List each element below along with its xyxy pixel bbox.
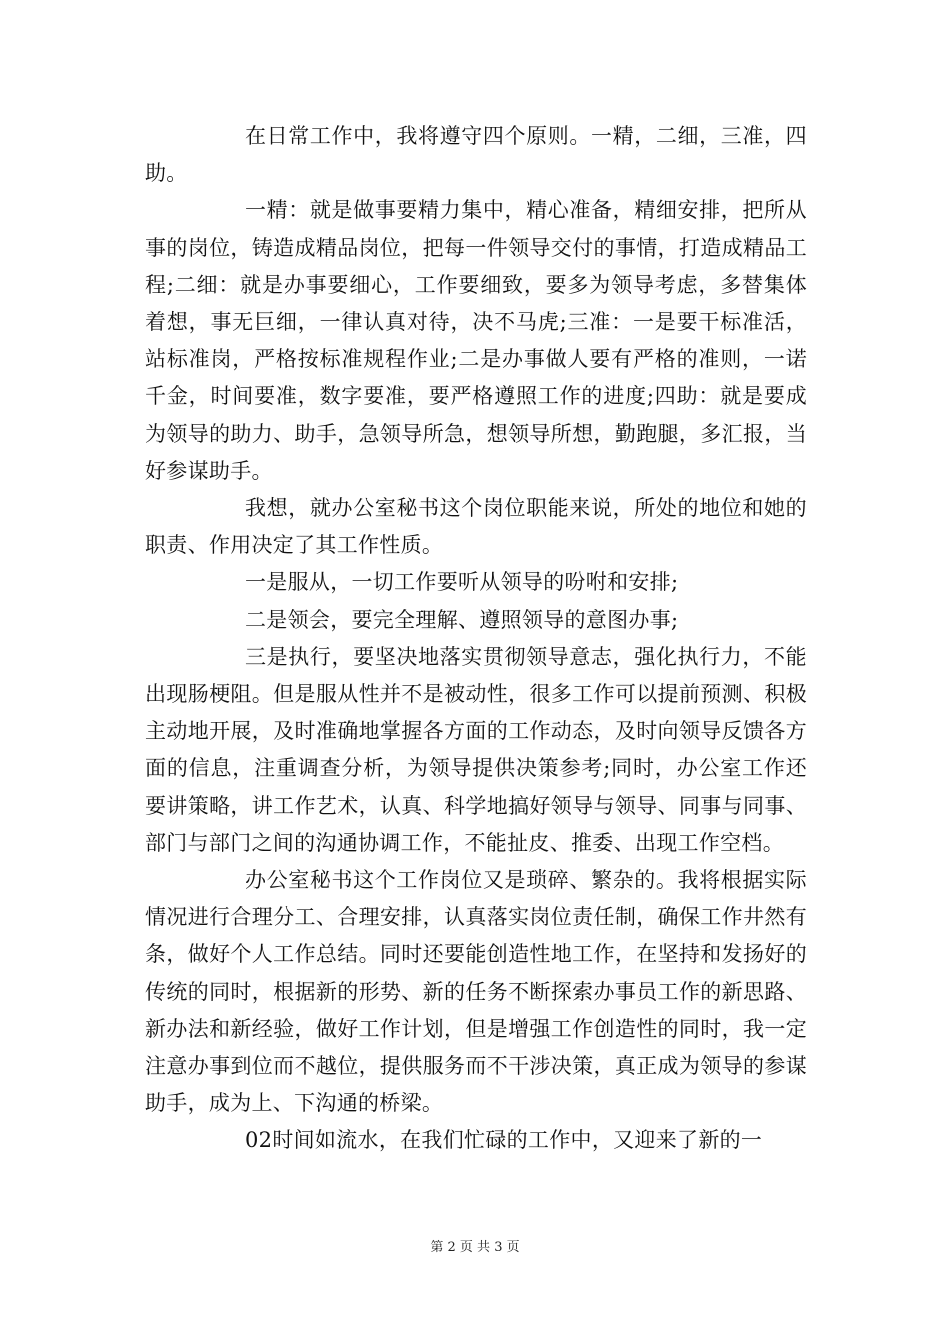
page-number-footer: 第 2 页 共 3 页 bbox=[430, 1240, 520, 1255]
paragraph: 02时间如流水，在我们忙碌的工作中，又迎来了新的一 bbox=[245, 1128, 763, 1153]
paragraph: 三是执行，要坚决地落实贯彻领导意志，强化执行力，不能出现肠梗阻。但是服从性并不是被动性，很多工作可以提前预测、积极主动地开展，及时准确地掌握各方面的工作动态，及时向领导反馈各方面的信息，注重调查分析，为领导提供决策参考;同时，办公室工作还要讲策略，讲工作艺术，认真、科学地搞好领导与领导、同事与同事、部门与部门之间的沟通协调工作，不能扯皮、推委、出现工作空档。 bbox=[145, 644, 807, 855]
paragraph: 办公室秘书这个工作岗位又是琐碎、繁杂的。我将根据实际情况进行合理分工、合理安排，认真落实岗位责任制，确保工作井然有条，做好个人工作总结。同时还要能创造性地工作，在坚持和发扬好的传统的同时，根据新的形势、新的任务不断探索办事员工作的新思路、新办法和新经验，做好工作计划，但是增强工作创造性的同时，我一定注意办事到位而不越位，提供服务而不干涉决策，真正成为领导的参谋助手，成为上、下沟通的桥梁。 bbox=[145, 868, 807, 1116]
document-body bbox=[145, 118, 807, 1160]
paragraph: 我想，就办公室秘书这个岗位职能来说，所处的地位和她的职责、作用决定了其工作性质。 bbox=[145, 496, 807, 558]
paragraph: 一精：就是做事要精力集中，精心准备，精细安排，把所从事的岗位，铸造成精品岗位，把每一件领导交付的事情，打造成精品工程;二细：就是办事要细心，工作要细致，要多为领导考虑，多替集体着想，事无巨细，一律认真对待，决不马虎;三准：一是要干标准活，站标准岗，严格按标准规程作业;二是办事做人要有严格的准则，一诺千金，时间要准，数字要准，要严格遵照工作的进度;四助：就是要成为领导的助力、助手，急领导所急，想领导所想，勤跑腿，多汇报，当好参谋助手。 bbox=[145, 198, 807, 483]
paragraph: 在日常工作中，我将遵守四个原则。一精，二细，三准，四助。 bbox=[145, 124, 807, 186]
paragraph: 二是领会，要完全理解、遵照领导的意图办事; bbox=[245, 607, 679, 632]
paragraph: 一是服从，一切工作要听从领导的吩咐和安排; bbox=[245, 570, 679, 595]
